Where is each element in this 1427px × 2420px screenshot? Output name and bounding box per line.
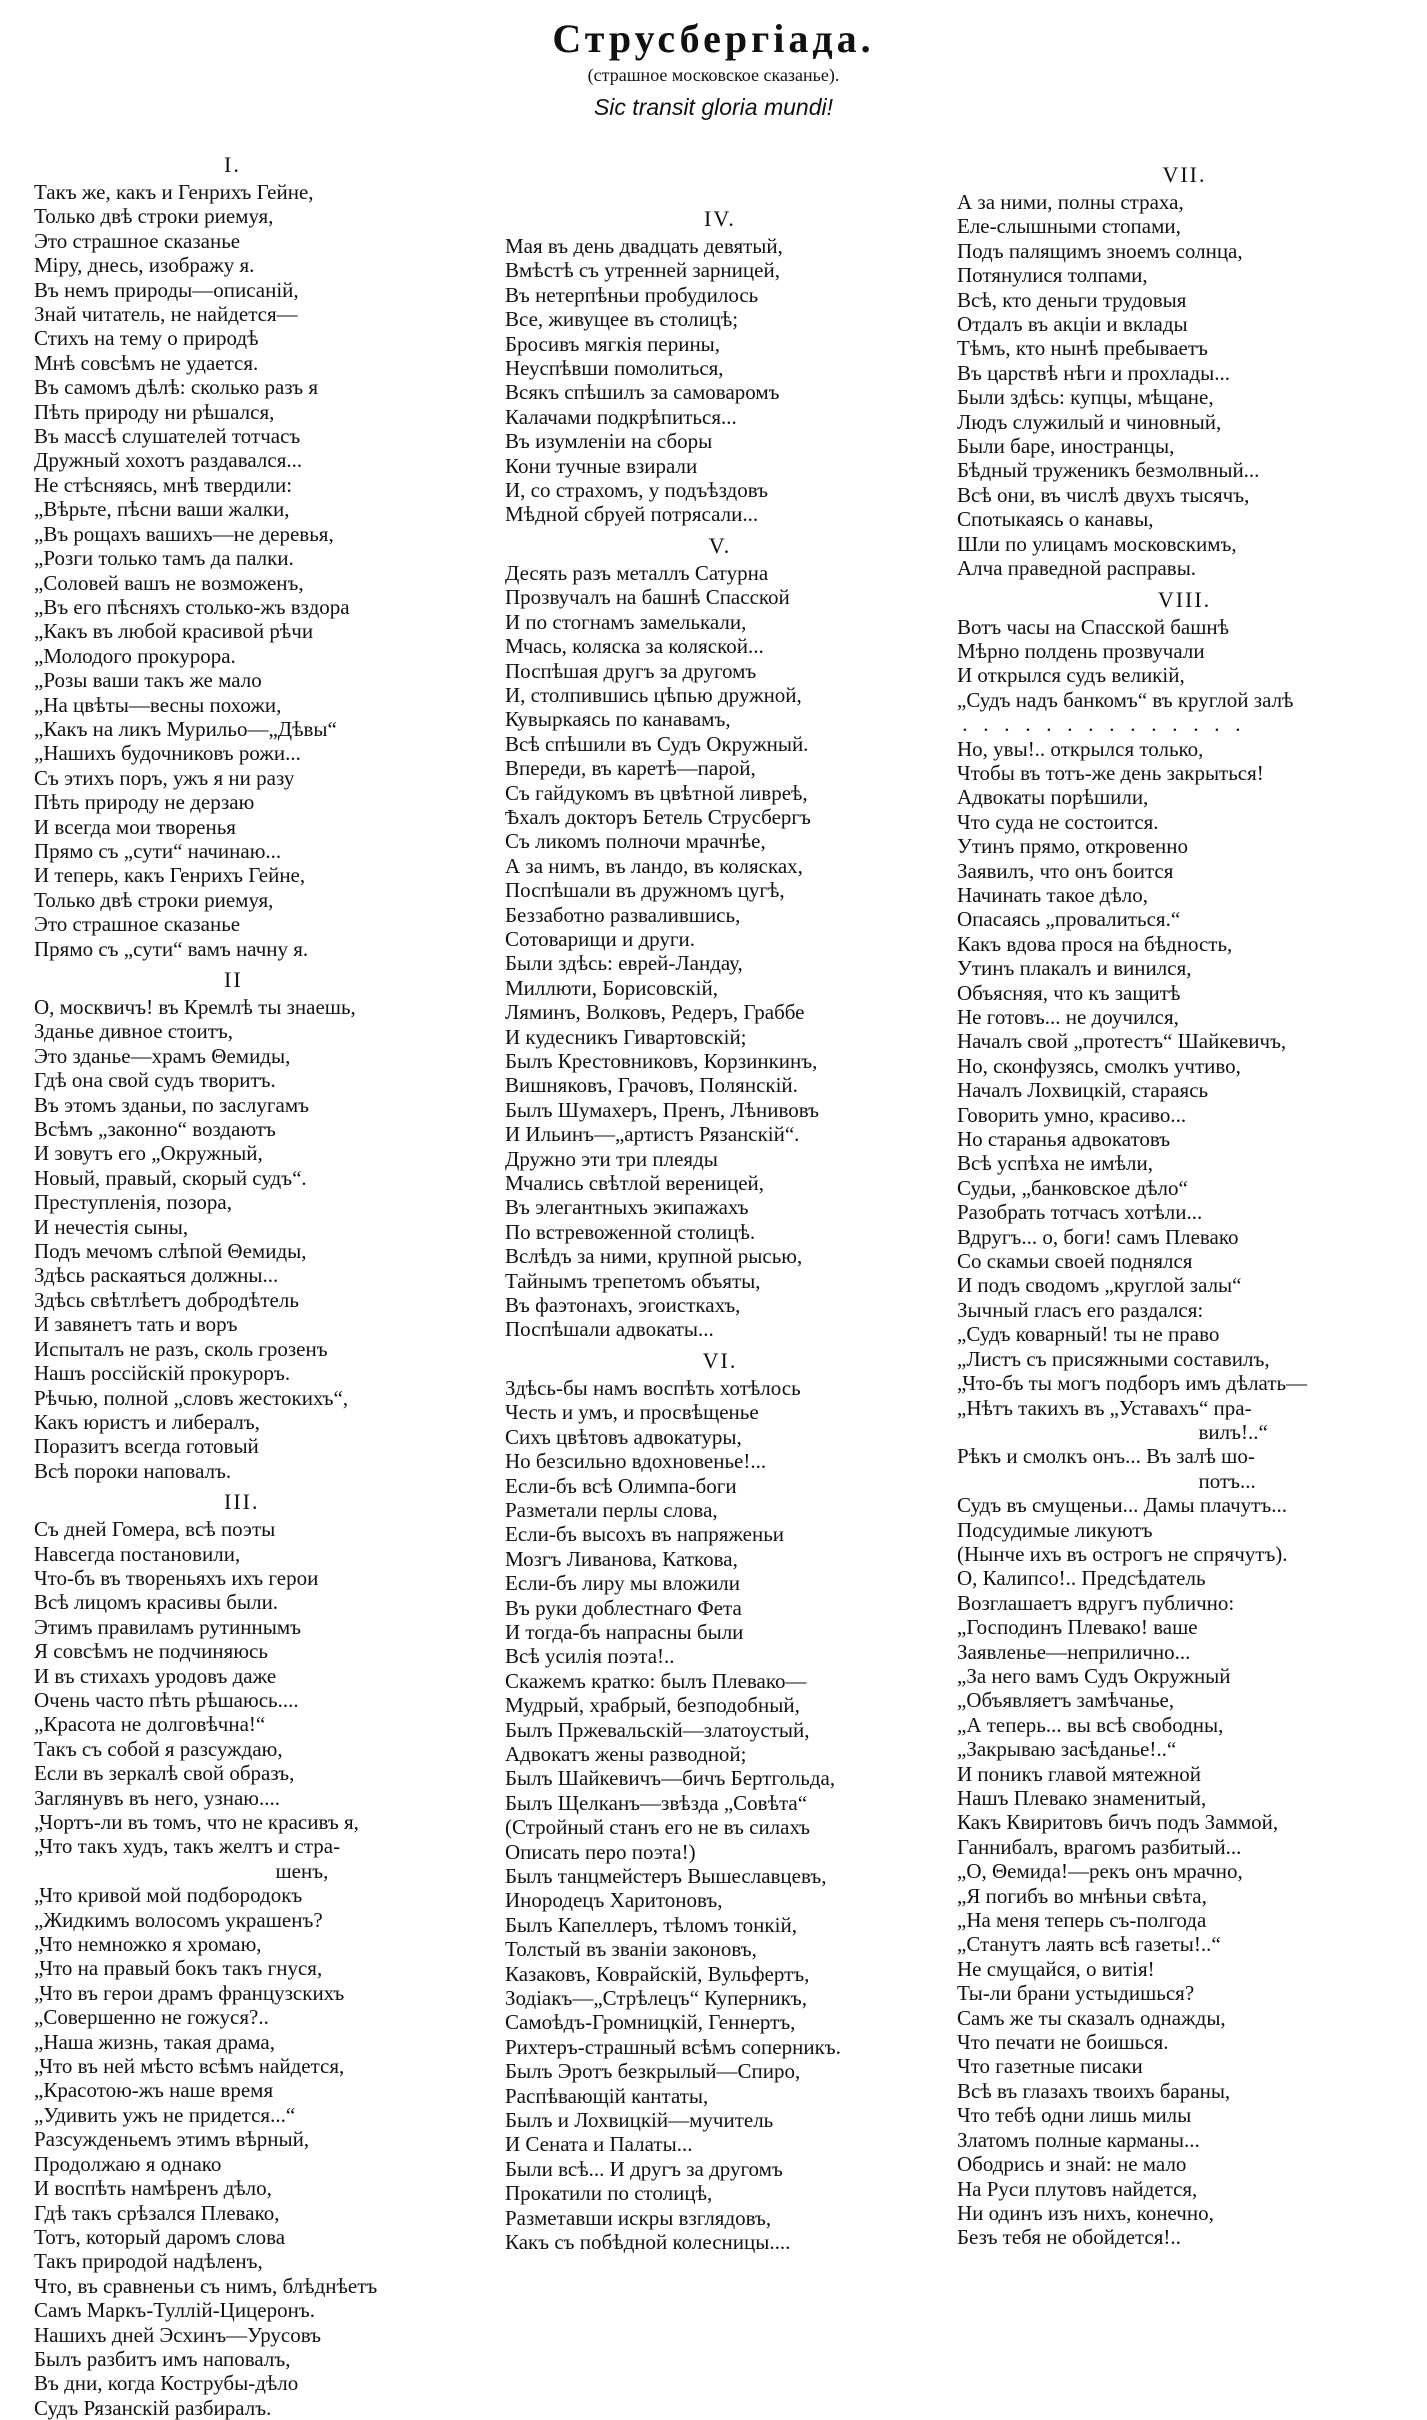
- verse-line: Былъ разбитъ имъ наповалъ,: [34, 2346, 291, 2371]
- verse-line: Былъ Щелканъ—звѣзда „Совѣта“: [505, 1790, 808, 1815]
- verse-line: Инородецъ Харитоновъ,: [505, 1888, 723, 1913]
- verse-line: „О, Θемида!—рекъ онъ мрачно,: [957, 1859, 1243, 1884]
- section-3: [34, 1489, 452, 2420]
- verse-line: Подсудимые ликуютъ: [957, 1517, 1153, 1542]
- verse-line: Въ руки доблестнаго Фета: [505, 1595, 742, 1620]
- verse-line: „Листъ съ присяжными составилъ,: [957, 1346, 1270, 1371]
- verse-line: Бѣдный труженикъ безмолвный...: [957, 458, 1260, 483]
- section-5: [505, 533, 935, 1342]
- section-4: [505, 206, 935, 527]
- section-number: VI.: [702, 1347, 738, 1373]
- verse-line: Поспѣшая другъ за другомъ: [505, 658, 757, 683]
- section-7: [957, 162, 1412, 581]
- verse-line: Беззаботно развалившись,: [505, 902, 741, 927]
- verse-line: Мѣдной сбруей потрясали...: [505, 502, 759, 527]
- verse-line: Былъ Капеллеръ, тѣломъ тонкій,: [505, 1912, 797, 1937]
- verse-line: Описать перо поэта!): [505, 1839, 696, 1864]
- verse-line: Только двѣ строки риемуя,: [34, 887, 274, 912]
- verse-line: „На цвѣты—весны похожи,: [34, 692, 282, 717]
- verse-line: Распѣвающій кантаты,: [505, 2083, 709, 2108]
- verse-line: Что печати не боишься.: [957, 2030, 1169, 2055]
- verse-line: (Стройный станъ его не въ силахъ: [505, 1815, 811, 1840]
- verse-line: Разобрать тотчасъ хотѣли...: [957, 1200, 1203, 1225]
- verse-line: „Чортъ-ли въ томъ, что не красивъ я,: [34, 1810, 359, 1834]
- verse-line: Дружный хохотъ раздавался...: [34, 448, 303, 473]
- verse-line: Какъ съ побѣдной колесницы....: [505, 2230, 791, 2255]
- verse-line: Всѣ въ глазахъ твоихъ бараны,: [957, 2078, 1231, 2103]
- verse-line: Прозвучалъ на башнѣ Спасской: [505, 585, 790, 610]
- verse-line: Адвокаты порѣшили,: [957, 785, 1149, 810]
- verse-line: Поспѣшали въ дружномъ цугѣ,: [505, 878, 785, 903]
- verse-line: Миллюти, Борисовскій,: [505, 975, 718, 1000]
- verse-line: „Станутъ лаять всѣ газеты!..“: [957, 1932, 1221, 1957]
- verse-line: Былъ танцмейстеръ Вышеславцевъ,: [505, 1864, 827, 1888]
- verse-line: Зданье дивное стоитъ,: [34, 1019, 234, 1044]
- verse-line: „За него вамъ Судъ Окружный: [957, 1663, 1231, 1688]
- verse-line: И кудесникъ Гивартовскій;: [505, 1024, 747, 1049]
- verse-line: Какъ юристъ и либералъ,: [34, 1409, 260, 1434]
- verse-line: Ѣхалъ докторъ Бетель Струсбергъ: [505, 804, 811, 829]
- verse-line: Зодіакъ—„Стрѣлецъ“ Куперникъ,: [505, 1986, 807, 2011]
- verse-line: Ни одинъ изъ нихъ, конечно,: [957, 2200, 1214, 2225]
- verse-line: Рѣкъ и смолкъ онъ... Въ залѣ шо-: [957, 1444, 1255, 1469]
- verse-line: Мчась, коляска за коляской...: [505, 634, 764, 659]
- verse-line: Такъ природой надѣленъ,: [34, 2249, 263, 2274]
- verse-line: Заявленье—неприлично...: [957, 1639, 1191, 1664]
- verse-line: Бросивъ мягкія перины,: [505, 331, 721, 356]
- verse-line: „Молодого прокурора.: [34, 643, 236, 668]
- verse-line: Вдругъ... о, боги! самъ Плевако: [957, 1224, 1239, 1249]
- verse-line: Въ нетерпѣньи пробудилось: [505, 282, 759, 307]
- verse-line: Навсегда постановили,: [34, 1541, 241, 1566]
- section-number: V.: [708, 532, 732, 558]
- verse-line: Ляминъ, Волковъ, Редеръ, Граббе: [505, 1000, 805, 1025]
- verse-line: Въ самомъ дѣлѣ: сколько разъ я: [34, 375, 319, 400]
- verse-line: Въ царствѣ нѣги и прохлады...: [957, 360, 1231, 385]
- verse-line: Въ немъ природы—описаній,: [34, 277, 299, 302]
- verse-line: Съ ликомъ полночи мрачнѣе,: [505, 829, 766, 854]
- verse-line: Нашъ Плевако знаменитый,: [957, 1786, 1207, 1810]
- section-number: II: [224, 967, 243, 992]
- verse-line: Чтобы въ тотъ-же день закрыться!: [957, 760, 1264, 785]
- verse-line: И Сената и Палаты...: [505, 2132, 693, 2157]
- verse-line: И зовутъ его „Окружный,: [34, 1141, 263, 1166]
- verse-line: „Красотою-жъ наше время: [34, 2078, 274, 2103]
- verse-line: Казаковъ, Коврайскій, Вульфертъ,: [505, 1961, 810, 1986]
- verse-line: Но старанья адвокатовъ: [957, 1127, 1171, 1152]
- verse-line: „Удивить ужъ не придется...“: [34, 2102, 296, 2127]
- verse-line: „А теперь... вы всѣ свободны,: [957, 1712, 1224, 1737]
- column-1: [34, 146, 452, 2420]
- verse-line: Очень часто пѣть рѣшаюсь....: [34, 1687, 299, 1712]
- verse-line: Всѣ пороки наповалъ.: [34, 1458, 232, 1483]
- verse-line: А за ними, полны страха,: [957, 190, 1184, 214]
- verse-line: Какъ Квиритовъ бичъ подъ Заммой,: [957, 1810, 1279, 1835]
- verse-line: И всегда мои творенья: [34, 814, 236, 839]
- verse-line: „Закрываю засѣданье!..“: [957, 1737, 1177, 1762]
- verse-line: Были здѣсь: еврей-Ландау,: [505, 951, 743, 976]
- verse-line: „Что въ ней мѣсто всѣмъ найдется,: [34, 2054, 345, 2079]
- verse-line: И, со страхомъ, у подъѣздовъ: [505, 478, 768, 503]
- poem-epigraph: Sic transit gloria mundi!: [593, 94, 834, 120]
- verse-line: Гдѣ такъ срѣзался Плевако,: [34, 2200, 280, 2225]
- verse-line: Здѣсь раскаяться должны...: [34, 1263, 279, 1288]
- verse-line: И нечестія сыны,: [34, 1214, 189, 1239]
- verse-line: Это страшное сказанье: [34, 228, 241, 253]
- verse-line: Утинъ прямо, откровенно: [957, 834, 1189, 859]
- verse-line: Былъ и Лохвицкій—мучитель: [505, 2108, 774, 2133]
- verse-line: Гдѣ она свой судъ творитъ.: [34, 1068, 276, 1093]
- poem-subtitle: (страшное московское сказанье).: [587, 65, 840, 85]
- verse-line: Ободрись и знай: не мало: [957, 2152, 1187, 2177]
- verse-line: Разметали перлы слова,: [505, 1497, 718, 1522]
- section-6: [505, 1348, 935, 2255]
- verse-line: И завянетъ тать и воръ: [34, 1312, 238, 1337]
- verse-line: Всѣ успѣха не имѣли,: [957, 1151, 1153, 1176]
- verse-line: О, москвичъ! въ Кремлѣ ты знаешь,: [34, 995, 356, 1019]
- verse-line: Адвокатъ жены разводной;: [505, 1741, 747, 1766]
- verse-line: Мѣрно полдень прозвучали: [957, 638, 1205, 663]
- verse-line: Всѣ они, въ числѣ двухъ тысячъ,: [957, 482, 1250, 507]
- verse-line: Что газетные писаки: [957, 2054, 1143, 2079]
- verse-line: Спотыкаясь о канавы,: [957, 507, 1154, 532]
- verse-line: Объясняя, что къ защитѣ: [957, 980, 1181, 1005]
- verse-line: Еле-слышными стопами,: [957, 214, 1181, 239]
- verse-line: Всякъ спѣшилъ за самоваромъ: [505, 380, 780, 405]
- verse-line: „Что въ герои драмъ французскихъ: [34, 1980, 345, 2005]
- verse-line: Въ массѣ слушателей тотчасъ: [34, 424, 301, 449]
- verse-line: Если-бъ всѣ Олимпа-боги: [505, 1473, 737, 1498]
- verse-line: Кувыркаясь по канавамъ,: [505, 707, 731, 732]
- verse-line: Что тебѣ одни лишь милы: [957, 2103, 1192, 2128]
- verse-line: Не готовъ... не доучился,: [957, 1005, 1179, 1029]
- verse-line: „Нашихъ будочниковъ рожи...: [34, 741, 301, 766]
- verse-line: Съ этихъ поръ, ужъ я ни разу: [34, 765, 295, 790]
- section-number: VII.: [1162, 162, 1207, 187]
- verse-line: Вишняковъ, Грачовъ, Полянскій.: [505, 1073, 798, 1098]
- verse-line: Опасаясь „провалиться.“: [957, 907, 1181, 932]
- verse-line: Былъ Пржевальскій—златоустый,: [505, 1717, 810, 1742]
- verse-line: „Въ его пѣсняхъ столько-жъ вздора: [34, 594, 350, 619]
- verse-line: Мозгъ Ливанова, Каткова,: [505, 1546, 738, 1571]
- verse-line: На Руси плутовъ найдется,: [957, 2176, 1198, 2201]
- verse-line: Кони тучные взирали: [505, 453, 698, 478]
- verse-line: Толстый въ званіи законовъ,: [505, 1937, 757, 1962]
- verse-line: Поразитъ всегда готовый: [34, 1434, 259, 1459]
- verse-line: Всѣ, кто деньги трудовыя: [957, 287, 1187, 312]
- verse-line: Разметавши искры взглядовъ,: [505, 2205, 772, 2230]
- verse-line: Тотъ, который даромъ слова: [34, 2224, 286, 2249]
- section-number: III.: [224, 1489, 260, 1515]
- verse-line: Въ изумленіи на сборы: [505, 429, 713, 454]
- verse-line: А за нимъ, въ ландо, въ колясках,: [505, 853, 803, 878]
- verse-line: „Совершенно не гожуся?..: [34, 2005, 269, 2030]
- verse-line: „Я погибъ во мнѣньи свѣта,: [957, 1883, 1207, 1908]
- verse-line: Былъ Шумахеръ, Пренъ, Лѣнивовъ: [505, 1097, 820, 1122]
- verse-line: Новый, правый, скорый судъ“.: [34, 1165, 307, 1190]
- verse-line: Шли по улицамъ московскимъ,: [957, 531, 1237, 556]
- verse-line: Мнѣ совсѣмъ не удается.: [34, 350, 259, 375]
- verse-line: Всѣмъ „законно“ воздаютъ: [34, 1117, 276, 1142]
- verse-line: Все, живущее въ столицѣ;: [505, 307, 739, 332]
- verse-line: Не стѣсняясь, мнѣ твердили:: [34, 472, 293, 497]
- verse-line: И въ стихахъ уродовъ даже: [34, 1663, 277, 1688]
- verse-line: Всѣ спѣшили въ Судъ Окружный.: [505, 731, 809, 756]
- verse-line: Началъ Лохвицкій, стараясь: [957, 1078, 1209, 1103]
- verse-line: Съ дней Гомера, всѣ поэты: [34, 1517, 276, 1542]
- verse-line: Безъ тебя не обойдется!..: [957, 2225, 1181, 2250]
- verse-line: Сихъ цвѣтовъ адвокатуры,: [505, 1424, 742, 1449]
- verse-line: шенъ,: [34, 1858, 329, 1883]
- verse-line: „Розы ваши такъ же мало: [34, 668, 262, 693]
- verse-line: Ты-ли брани устыдишься?: [957, 1981, 1195, 2006]
- verse-line: Былъ Крестовниковъ, Корзинкинъ,: [505, 1049, 818, 1073]
- verse-line: Самоѣдъ-Громницкій, Геннертъ,: [505, 2010, 796, 2035]
- verse-line: Честь и умъ, и просвѣщенье: [505, 1400, 759, 1425]
- verse-line: потъ...: [957, 1468, 1256, 1493]
- verse-line: Златомъ полные карманы...: [957, 2127, 1200, 2152]
- section-2: [34, 967, 452, 1483]
- verse-line: Въ фаэтонахъ, эгоисткахъ,: [505, 1293, 741, 1318]
- verse-line: Этимъ правиламъ рутиннымъ: [34, 1614, 301, 1639]
- verse-line: Заявилъ, что онъ боится: [957, 858, 1174, 883]
- verse-line: (Нынче ихъ въ острогъ не спрячутъ).: [957, 1541, 1288, 1566]
- verse-line: „Что кривой мой подбородокъ: [34, 1883, 303, 1908]
- verse-line: Здѣсь-бы намъ воспѣть хотѣлось: [505, 1375, 801, 1400]
- verse-line: „Наша жизнь, такая драма,: [34, 2029, 275, 2054]
- verse-line: Заглянувъ въ него, узнаю....: [34, 1785, 280, 1810]
- section-8: [957, 587, 1412, 2250]
- verse-line: И воспѣть намѣренъ дѣло,: [34, 2176, 272, 2201]
- verse-line: И подъ сводомъ „круглой залы“: [957, 1273, 1242, 1298]
- verse-line: Въ дни, когда Кострубы-дѣло: [34, 2371, 299, 2396]
- verse-line: Самъ же ты сказалъ однажды,: [957, 2005, 1226, 2030]
- verse-line: „Что такъ худъ, такъ желтъ и стра-: [34, 1834, 341, 1859]
- verse-line: Подъ мечомъ слѣпой Θемиды,: [34, 1239, 307, 1264]
- verse-line: Если-бъ высохъ въ напряженьи: [505, 1522, 785, 1547]
- verse-line: И тогда-бъ напрасны были: [505, 1619, 744, 1644]
- verse-line: „Судъ надъ банкомъ“ въ круглой залѣ: [957, 687, 1294, 712]
- section-1: [34, 152, 452, 961]
- verse-line: „Что на правый бокъ такъ гнуся,: [34, 1956, 323, 1981]
- verse-line: Были баре, иностранцы,: [957, 434, 1175, 459]
- verse-line: Самъ Маркъ-Туллій-Цицеронъ.: [34, 2298, 315, 2323]
- verse-line: „Соловей вашъ не возможенъ,: [34, 570, 304, 595]
- verse-line: Тайнымъ трепетомъ объяты,: [505, 1268, 761, 1293]
- verse-line: Прокатили по столицѣ,: [505, 2181, 713, 2206]
- verse-line: О, Калипсо!.. Предсѣдатель: [957, 1566, 1206, 1591]
- verse-line: Такъ же, какъ и Генрихъ Гейне,: [34, 180, 314, 204]
- verse-line: И поникъ главой мятежной: [957, 1761, 1201, 1786]
- verse-line: Вслѣдъ за ними, крупной рысью,: [505, 1244, 803, 1269]
- verse-line: Впереди, въ каретѣ—парой,: [505, 756, 756, 781]
- verse-line: „Жидкимъ волосомъ украшенъ?: [34, 1907, 323, 1932]
- verse-line: Прямо съ „сути“ начинаю...: [34, 838, 282, 863]
- section-number: IV.: [704, 206, 736, 231]
- verse-line: Разсужденьемъ этимъ вѣрный,: [34, 2127, 310, 2152]
- verse-line: По встревоженной столицѣ.: [505, 1219, 756, 1244]
- verse-line: Подъ палящимъ зноемъ солнца,: [957, 238, 1243, 263]
- verse-line: Не смущайся, о витія!: [957, 1956, 1155, 1981]
- section-number: VIII.: [1157, 586, 1212, 612]
- verse-line: И Ильинъ—„артистъ Рязанскій“.: [505, 1122, 800, 1147]
- verse-line: Неуспѣвши помолиться,: [505, 356, 724, 381]
- verse-line: . . . . . . . . . . . . . .: [957, 712, 1241, 737]
- verse-line: „На меня теперь съ-полгода: [957, 1908, 1207, 1933]
- verse-line: Тѣмъ, кто нынѣ пребываетъ: [957, 336, 1208, 361]
- verse-line: Рѣчью, полной „словъ жестокихъ“,: [34, 1385, 349, 1410]
- verse-line: Людъ служилый и чиновный,: [957, 409, 1222, 434]
- verse-line: Какъ вдова прося на бѣдность,: [957, 931, 1233, 956]
- verse-line: Если въ зеркалѣ свой образъ,: [34, 1761, 295, 1786]
- verse-line: И, столпившись цѣпью дружной,: [505, 682, 802, 707]
- verse-line: „Въ рощахъ вашихъ—не деревья,: [34, 521, 334, 546]
- verse-line: Пѣть природу не дерзаю: [34, 790, 255, 815]
- verse-line: Если-бъ лиру мы вложили: [505, 1571, 741, 1596]
- verse-line: Отдалъ въ акціи и вклады: [957, 312, 1188, 337]
- verse-line: И по стогнамъ замелькали,: [505, 609, 747, 634]
- verse-line: Всѣ лицомъ красивы были.: [34, 1590, 279, 1615]
- poem-title: Струсбергіада.: [552, 16, 875, 61]
- verse-line: Что-бъ въ твореньяхъ ихъ герои: [34, 1565, 319, 1590]
- verse-line: Судъ въ смущеньи... Дамы плачутъ...: [957, 1493, 1287, 1518]
- verse-line: Нашихъ дней Эсхинъ—Урусовъ: [34, 2322, 321, 2347]
- verse-line: Утинъ плакалъ и винился,: [957, 956, 1192, 981]
- verse-line: Вотъ часы на Спасской башнѣ: [957, 614, 1230, 639]
- verse-line: Это зданье—храмъ Θемиды,: [34, 1043, 291, 1068]
- verse-line: „Что-бъ ты могъ подборъ имъ дѣлать—: [957, 1371, 1308, 1396]
- verse-line: Сотоварищи и други.: [505, 926, 695, 951]
- verse-line: Возглашаетъ вдругъ публично:: [957, 1590, 1235, 1615]
- verse-line: Я совсѣмъ не подчиняюсь: [34, 1639, 268, 1664]
- verse-line: Здѣсь свѣтлѣетъ добродѣтель: [34, 1287, 299, 1312]
- verse-line: Былъ Шайкевичъ—бичъ Бертгольда,: [505, 1766, 836, 1791]
- verse-line: Знай читатель, не найдется—: [34, 302, 298, 327]
- verse-line: Преступленія, позора,: [34, 1190, 232, 1215]
- verse-line: „Объявляетъ замѣчанье,: [957, 1688, 1175, 1713]
- verse-line: „Вѣрьте, пѣсни ваши жалки,: [34, 497, 290, 522]
- verse-line: Вмѣстѣ съ утренней зарницей,: [505, 258, 780, 283]
- verse-line: Въ этомъ зданьи, по заслугамъ: [34, 1092, 309, 1117]
- verse-line: Мчались свѣтлой вереницей,: [505, 1171, 765, 1196]
- verse-line: И теперь, какъ Генрихъ Гейне,: [34, 863, 306, 888]
- verse-line: „Какъ въ любой красивой рѣчи: [34, 619, 314, 644]
- verse-line: Что суда не состоится.: [957, 809, 1159, 834]
- column-2: [505, 200, 935, 2255]
- verse-line: „Судъ коварный! ты не право: [957, 1322, 1220, 1347]
- verse-line: Стихъ на тему о природѣ: [34, 326, 259, 351]
- verse-line: вилъ!..“: [957, 1419, 1268, 1444]
- verse-line: Десять разъ металлъ Сатурна: [505, 560, 769, 585]
- verse-line: Что, въ сравненьи съ нимъ, блѣднѣетъ: [34, 2273, 378, 2298]
- verse-line: Это страшное сказанье: [34, 912, 241, 937]
- verse-line: Дружно эти три плеяды: [505, 1146, 718, 1171]
- verse-line: Ганнибалъ, врагомъ разбитый...: [957, 1834, 1242, 1859]
- verse-line: Поспѣшали адвокаты...: [505, 1317, 714, 1342]
- verse-line: Были всѣ... И другъ за другомъ: [505, 2156, 783, 2181]
- verse-line: Въ элегантныхъ экипажахъ: [505, 1195, 749, 1220]
- verse-line: И открылся судъ великій,: [957, 663, 1185, 688]
- verse-line: Нашъ россійскій прокуроръ.: [34, 1361, 291, 1386]
- section-number: I.: [224, 152, 241, 177]
- verse-line: „Господинъ Плевако! ваше: [957, 1615, 1198, 1640]
- verse-line: Со скамьи своей поднялся: [957, 1249, 1193, 1274]
- verse-line: Потянулися толпами,: [957, 263, 1148, 288]
- verse-line: Такъ съ собой я разсуждаю,: [34, 1736, 283, 1761]
- verse-line: Прямо съ „сути“ вамъ начну я.: [34, 936, 309, 961]
- verse-line: Былъ Эротъ безкрылый—Спиро,: [505, 2059, 801, 2084]
- verse-line: Рихтеръ-страшный всѣмъ соперникъ.: [505, 2034, 841, 2059]
- verse-line: Мая въ день двадцать девятый,: [505, 234, 783, 258]
- verse-line: Калачами подкрѣпиться...: [505, 404, 737, 429]
- verse-line: Мудрый, храбрый, безподобный,: [505, 1693, 800, 1718]
- verse-line: Были здѣсь: купцы, мѣщане,: [957, 385, 1214, 410]
- verse-line: Судьи, „банковское дѣло“: [957, 1175, 1188, 1200]
- verse-line: „Розги только тамъ да палки.: [34, 546, 294, 571]
- verse-line: „Какъ на ликъ Мурильо—„Дѣвы“: [34, 716, 337, 741]
- verse-line: Пѣть природу ни рѣшался,: [34, 399, 275, 424]
- verse-line: Но безсильно вдохновенье!...: [505, 1449, 767, 1474]
- verse-line: Началъ свой „протестъ“ Шайкевичъ,: [957, 1029, 1287, 1054]
- verse-line: Говорить умно, красиво...: [957, 1102, 1187, 1127]
- verse-line: Испыталъ не разъ, сколь грозенъ: [34, 1336, 328, 1361]
- verse-line: Но, увы!.. открылся только,: [957, 736, 1204, 761]
- verse-line: Всѣ усилія поэта!..: [505, 1644, 675, 1669]
- verse-line: Алча праведной расправы.: [957, 556, 1197, 581]
- verse-line: Продолжаю я однако: [34, 2151, 222, 2176]
- verse-line: „Нѣтъ такихъ въ „Уставахъ“ пра-: [957, 1395, 1252, 1420]
- verse-line: Скажемъ кратко: былъ Плевако—: [505, 1668, 807, 1693]
- verse-line: Но, сконфузясь, смолкъ учтиво,: [957, 1053, 1241, 1078]
- verse-line: „Красота не долговѣчна!“: [34, 1712, 266, 1737]
- verse-line: Судъ Рязанскій разбиралъ.: [34, 2395, 272, 2420]
- verse-line: Міру, днесь, изображу я.: [34, 253, 255, 278]
- verse-line: „Что немножко я хромаю,: [34, 1932, 262, 1957]
- verse-line: Начинать такое дѣло,: [957, 882, 1148, 907]
- verse-line: Съ гайдукомъ въ цвѣтной ливреѣ,: [505, 780, 808, 805]
- verse-line: Зычный гласъ его раздался:: [957, 1297, 1204, 1322]
- verse-line: Только двѣ строки риемуя,: [34, 204, 274, 229]
- column-3: [957, 156, 1412, 2250]
